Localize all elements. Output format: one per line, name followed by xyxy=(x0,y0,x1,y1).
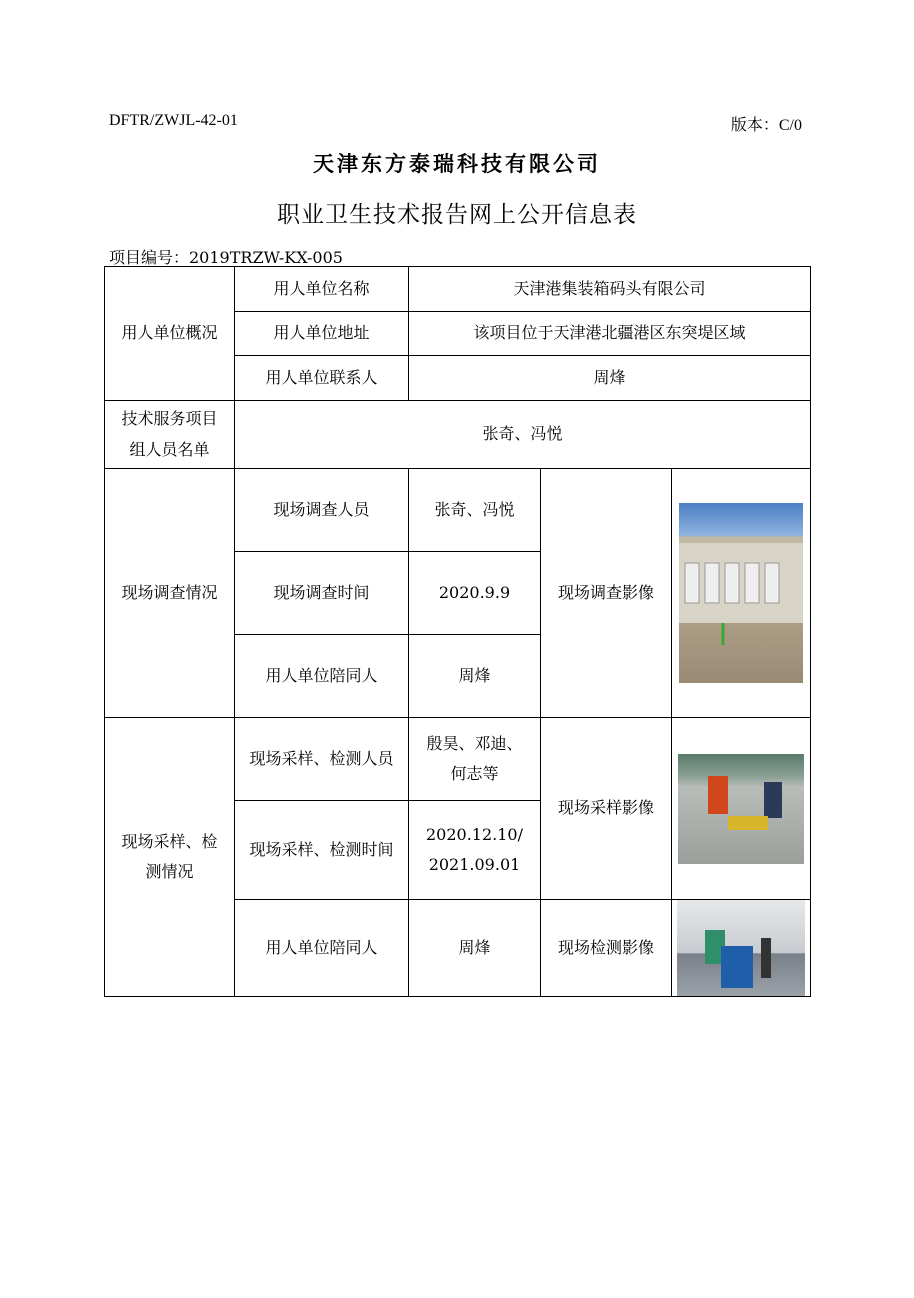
sampling-image-cell xyxy=(672,718,811,900)
survey-photo xyxy=(679,503,803,683)
survey-time-label: 现场调查时间 xyxy=(235,552,409,635)
sampling-time-value xyxy=(409,801,541,900)
sampling-staff-line1: 殷昊、邓迪、 xyxy=(426,733,523,753)
team-label-line1: 技术服务项目 xyxy=(121,409,218,429)
sampling-photo xyxy=(678,754,804,864)
sampling-section-label xyxy=(105,718,235,997)
sampling-escort-label: 用人单位陪同人 xyxy=(235,900,409,997)
sampling-section-line1: 现场采样、检 xyxy=(121,831,218,851)
survey-section-label: 现场调查情况 xyxy=(105,469,235,718)
employer-address-value: 该项目位于天津港北疆港区东突堤区域 xyxy=(409,312,811,356)
project-number: 项目编号：2019TRZW-KX-005 xyxy=(109,248,343,267)
version-label: 版本：C/0 xyxy=(730,117,802,134)
detection-photo xyxy=(677,900,805,996)
employer-section-label: 用人单位概况 xyxy=(105,267,235,401)
employer-name-value: 天津港集装箱码头有限公司 xyxy=(409,267,811,312)
survey-image-cell xyxy=(672,469,811,718)
team-label-line2: 组人员名单 xyxy=(129,439,210,459)
employer-contact-label: 用人单位联系人 xyxy=(235,356,409,401)
sampling-staff-line2: 何志等 xyxy=(450,764,499,783)
survey-time-value: 2020.9.9 xyxy=(409,552,541,635)
employer-contact-value: 周烽 xyxy=(409,356,811,401)
company-name: 天津东方泰瑞科技有限公司 xyxy=(313,151,601,176)
survey-staff-value: 张奇、冯悦 xyxy=(409,469,541,552)
survey-staff-label: 现场调查人员 xyxy=(235,469,409,552)
employer-address-label: 用人单位地址 xyxy=(235,312,409,356)
detection-photo-illustration xyxy=(677,900,805,996)
employer-name-label: 用人单位名称 xyxy=(235,267,409,312)
survey-escort-value: 周烽 xyxy=(409,635,541,718)
sampling-time-line1: 2020.12.10/ xyxy=(426,824,523,844)
team-label xyxy=(105,401,235,469)
survey-image-label: 现场调查影像 xyxy=(541,469,672,718)
page-title: 职业卫生技术报告网上公开信息表 xyxy=(277,202,637,228)
sampling-time-line2: 2021.09.01 xyxy=(428,855,521,874)
warehouse-photo-illustration xyxy=(679,503,803,683)
sampling-image-label: 现场采样影像 xyxy=(541,718,672,900)
detection-image-cell xyxy=(672,900,811,997)
sampling-escort-value: 周烽 xyxy=(409,900,541,997)
sampling-section-line2: 测情况 xyxy=(145,862,194,881)
sampling-time-label: 现场采样、检测时间 xyxy=(235,801,409,900)
detection-image-label: 现场检测影像 xyxy=(541,900,672,997)
team-value: 张奇、冯悦 xyxy=(235,401,811,469)
document-code: DFTR/ZWJL-42-01 xyxy=(109,112,238,129)
sampling-staff-value xyxy=(409,718,541,801)
info-table xyxy=(104,266,811,997)
survey-escort-label: 用人单位陪同人 xyxy=(235,635,409,718)
sampling-photo-illustration xyxy=(678,754,804,864)
sampling-staff-label: 现场采样、检测人员 xyxy=(235,718,409,801)
